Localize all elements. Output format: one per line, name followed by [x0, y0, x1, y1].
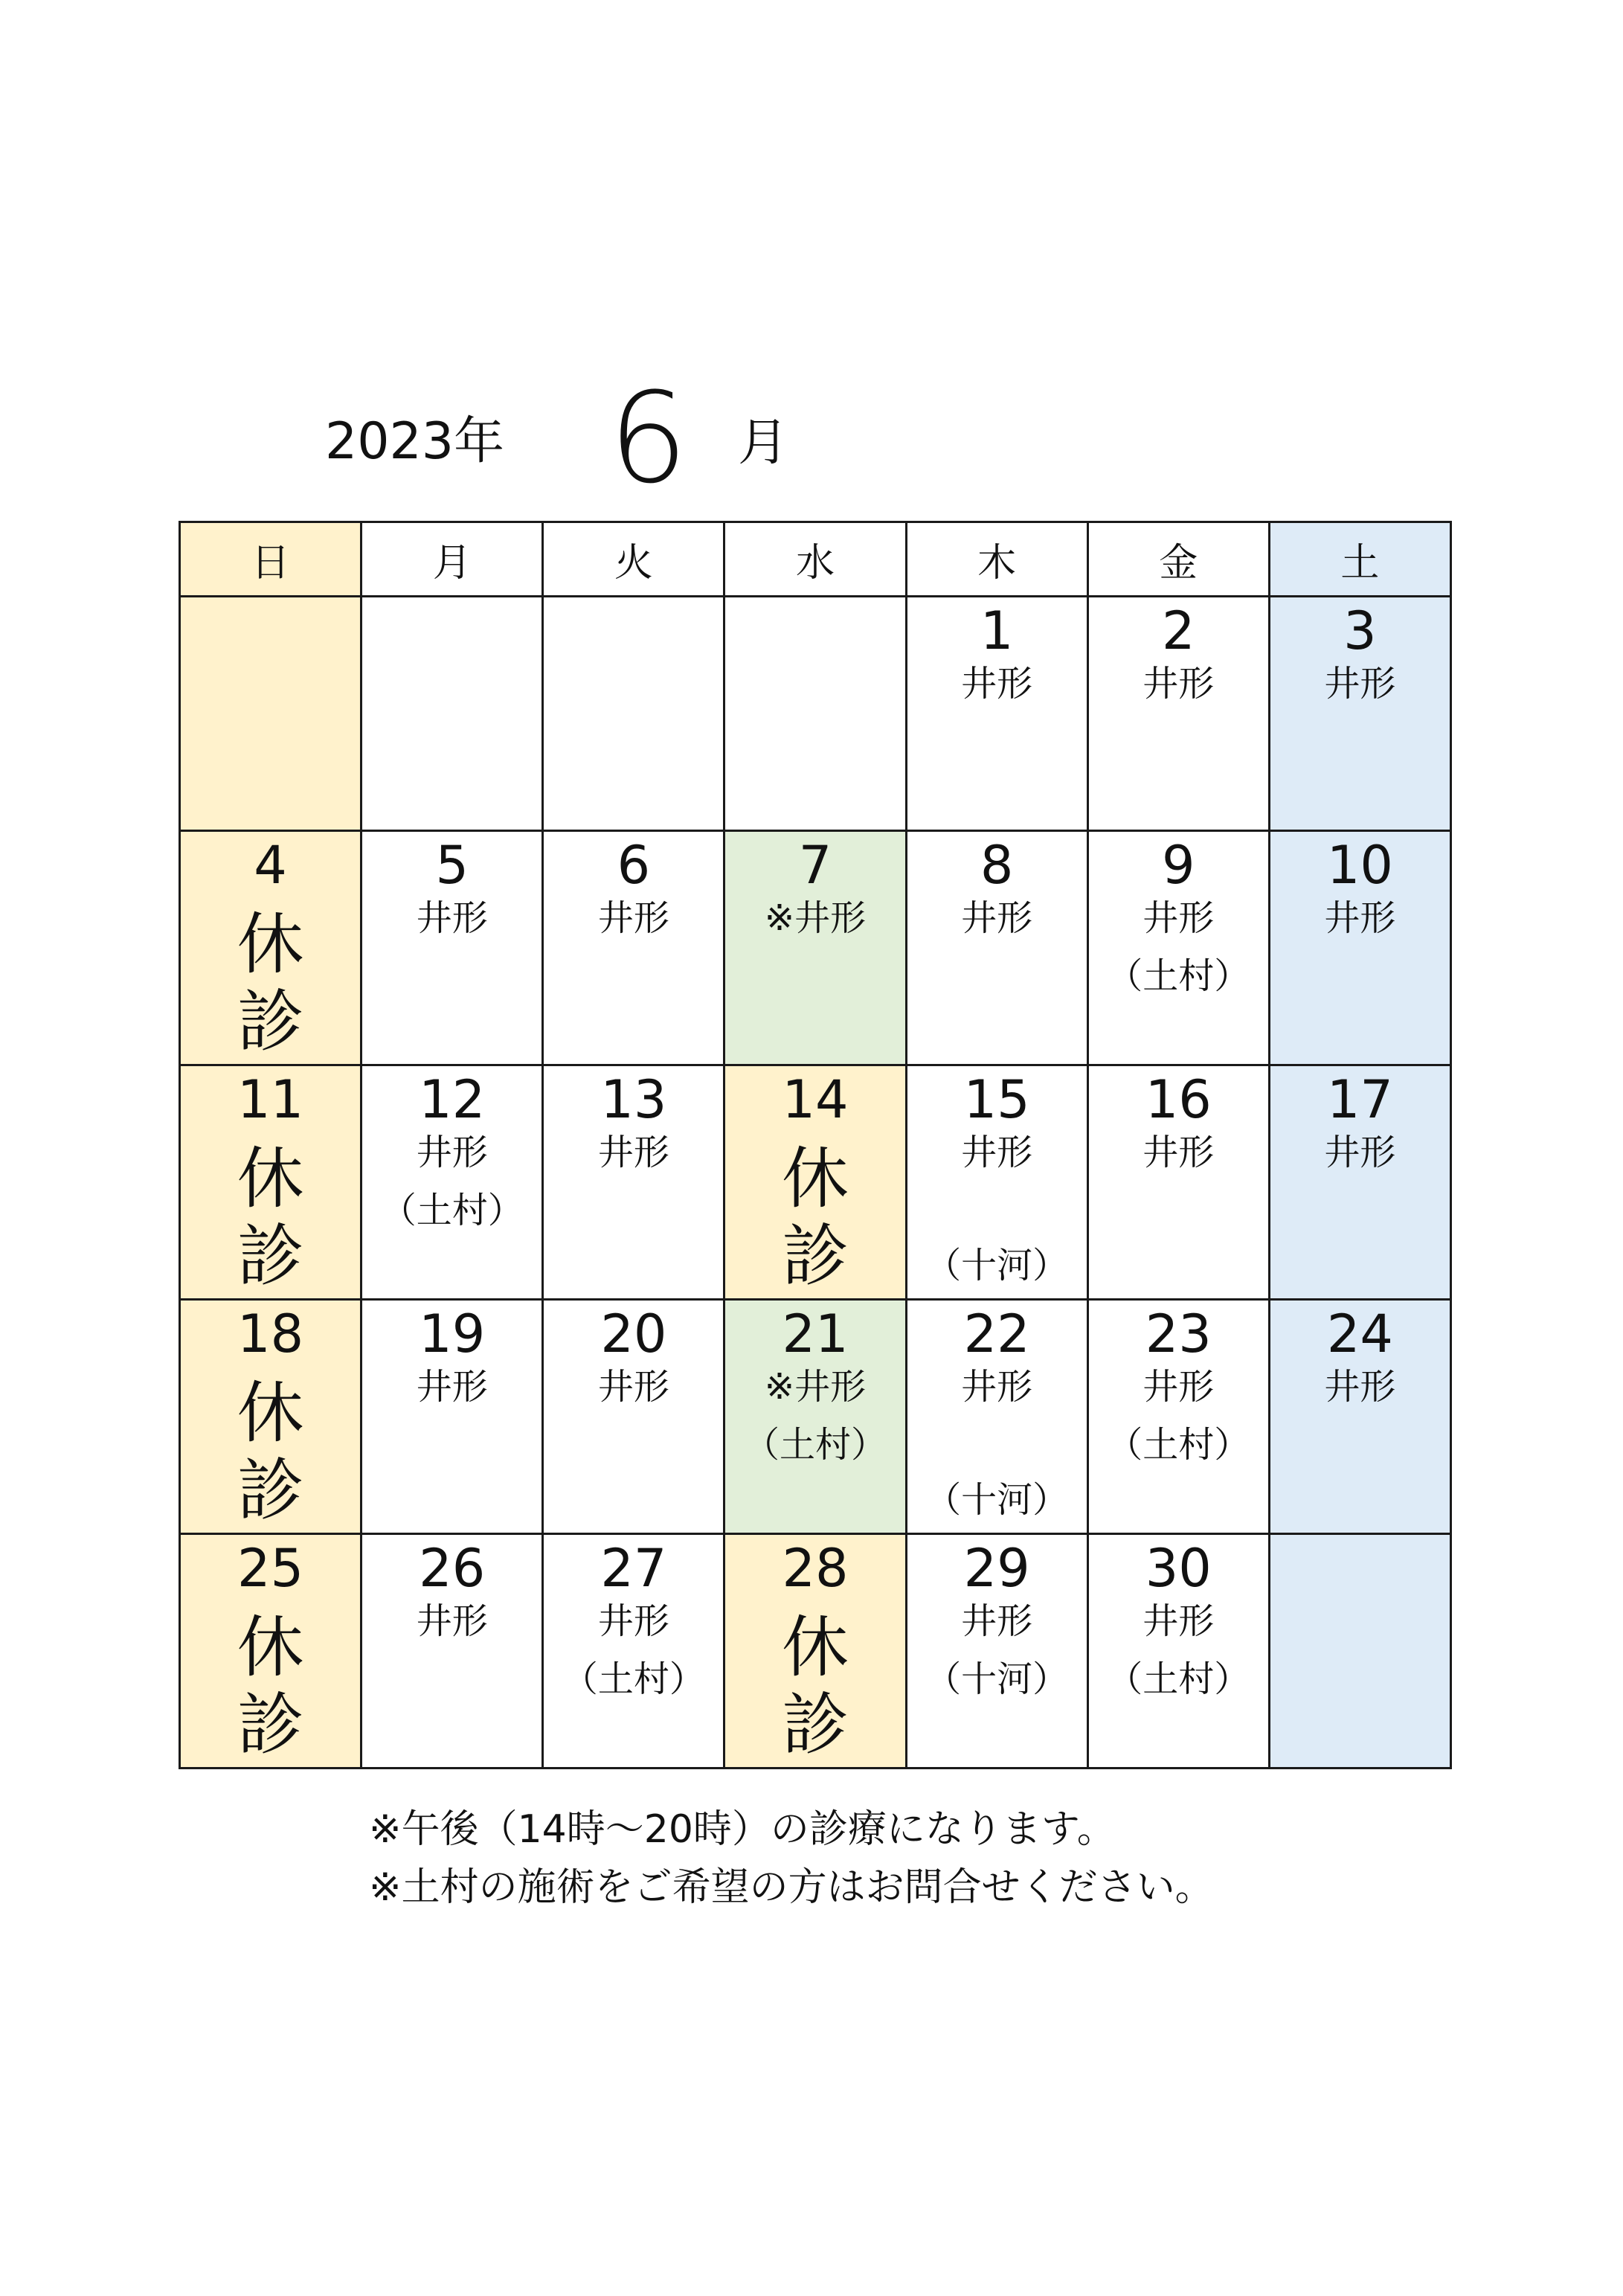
day-cell-23: [1089, 1301, 1270, 1535]
date-number: 24: [1326, 1303, 1393, 1365]
closed-label: [181, 906, 360, 1061]
doctor-label: 井形: [597, 897, 669, 939]
day-cell-7: [725, 832, 907, 1066]
date-number: 7: [798, 835, 832, 896]
day-cell-13: [544, 1066, 725, 1301]
day-cell-6: [544, 832, 725, 1066]
doctor-label: 井形: [597, 1366, 669, 1408]
date-number: 28: [782, 1538, 849, 1599]
closed-char-1: 休: [237, 905, 304, 984]
closed-label: [181, 1609, 360, 1764]
doctor-label: 井形: [961, 897, 1033, 939]
day-cell-15: [907, 1066, 1089, 1301]
date-number: 23: [1145, 1303, 1212, 1365]
date-number: 20: [600, 1303, 667, 1365]
sub-doctor-label: （土村）: [743, 1424, 887, 1466]
day-cell-3: [1270, 597, 1452, 832]
sub-doctor-label: （土村）: [562, 1658, 705, 1700]
day-cell-22: [907, 1301, 1089, 1535]
day-cell-30: [1089, 1535, 1270, 1769]
sub-doctor-label: （十河）: [925, 1658, 1069, 1700]
date-number: 1: [980, 600, 1014, 661]
sub-doctor-label: （土村）: [380, 1190, 524, 1231]
day-cell-12: [362, 1066, 544, 1301]
sub-doctor-label: （土村）: [1107, 1658, 1250, 1700]
day-cell-24: [1270, 1301, 1452, 1535]
weekday-monday: 月: [362, 523, 544, 597]
date-number: 29: [963, 1538, 1030, 1599]
closed-label: [725, 1141, 904, 1295]
day-cell-10: [1270, 832, 1452, 1066]
calendar-grid: [179, 521, 1452, 1769]
day-cell-17: [1270, 1066, 1452, 1301]
footnotes: [369, 1800, 1214, 1917]
weekday-wednesday: 水: [725, 523, 907, 597]
weekday-thursday: 木: [907, 523, 1089, 597]
closed-char-1: 休: [781, 1140, 849, 1218]
date-number: 13: [600, 1069, 667, 1130]
doctor-label: 井形: [597, 1132, 669, 1173]
doctor-label: 井形: [961, 1600, 1033, 1642]
date-number: 19: [419, 1303, 486, 1365]
closed-label: [725, 1609, 904, 1764]
doctor-label: 井形: [416, 1366, 488, 1408]
doctor-label: 井形: [1324, 1366, 1396, 1408]
day-cell-21: [725, 1301, 907, 1535]
closed-char-2: 診: [237, 1686, 304, 1764]
sub-doctor-label: （十河）: [925, 1245, 1069, 1286]
sub-doctor-label: （土村）: [1107, 955, 1250, 997]
doctor-label: 井形: [1142, 663, 1215, 705]
doctor-label: 井形: [1142, 1366, 1215, 1408]
day-cell-29: [907, 1535, 1089, 1769]
day-cell-25: [181, 1535, 362, 1769]
day-cell-1: [907, 597, 1089, 832]
sub-doctor-label: （土村）: [1107, 1424, 1250, 1466]
doctor-label: 井形: [1142, 1132, 1215, 1173]
day-cell-14: [725, 1066, 907, 1301]
date-number: 12: [419, 1069, 486, 1130]
calendar-header: [0, 0, 1623, 521]
footnote-afternoon: ※午後（14時～20時）の診療になります。: [369, 1807, 1116, 1852]
date-number: 22: [963, 1303, 1030, 1365]
day-cell-empty: [181, 597, 362, 832]
date-number: 2: [1162, 600, 1195, 661]
doctor-label: 井形: [961, 663, 1033, 705]
date-number: 30: [1145, 1538, 1212, 1599]
date-number: 16: [1145, 1069, 1212, 1130]
date-number: 4: [254, 835, 287, 896]
weekday-saturday: 土: [1270, 523, 1452, 597]
day-cell-16: [1089, 1066, 1270, 1301]
date-number: 5: [435, 835, 469, 896]
doctor-label: 井形: [1142, 1600, 1215, 1642]
date-number: 25: [237, 1538, 304, 1599]
doctor-label: 井形: [416, 1132, 488, 1173]
day-cell-28: [725, 1535, 907, 1769]
doctor-label: 井形: [1324, 897, 1396, 939]
day-cell-5: [362, 832, 544, 1066]
year-label: 2023年: [325, 412, 505, 471]
date-number: 21: [782, 1303, 849, 1365]
doctor-label: 井形: [416, 897, 488, 939]
closed-char-1: 休: [237, 1140, 304, 1218]
day-cell-empty: [1270, 1535, 1452, 1769]
day-cell-empty: [362, 597, 544, 832]
date-number: 8: [980, 835, 1014, 896]
date-number: 27: [600, 1538, 667, 1599]
closed-char-1: 休: [781, 1609, 849, 1687]
doctor-label: 井形: [416, 1600, 488, 1642]
closed-char-1: 休: [237, 1609, 304, 1687]
weekday-sunday: 日: [181, 523, 362, 597]
day-cell-8: [907, 832, 1089, 1066]
closed-char-1: 休: [237, 1374, 304, 1452]
closed-char-2: 診: [781, 1686, 849, 1764]
closed-char-2: 診: [237, 1452, 304, 1530]
footnote-inquiry: ※土村の施術をご希望の方はお問合せください。: [369, 1865, 1214, 1910]
day-cell-18: [181, 1301, 362, 1535]
doctor-label: 井形: [961, 1366, 1033, 1408]
closed-char-2: 診: [781, 1217, 849, 1295]
date-number: 9: [1162, 835, 1195, 896]
day-cell-20: [544, 1301, 725, 1535]
date-number: 14: [782, 1069, 849, 1130]
day-cell-empty: [544, 597, 725, 832]
weekday-friday: 金: [1089, 523, 1270, 597]
date-number: 15: [963, 1069, 1030, 1130]
doctor-label: 井形: [1324, 1132, 1396, 1173]
closed-char-2: 診: [237, 983, 304, 1061]
day-cell-4: [181, 832, 362, 1066]
doctor-label: 井形: [597, 1600, 669, 1642]
doctor-label: 井形: [961, 1132, 1033, 1173]
date-number: 17: [1326, 1069, 1393, 1130]
doctor-label: ※井形: [764, 1366, 867, 1408]
day-cell-9: [1089, 832, 1270, 1066]
day-cell-empty: [725, 597, 907, 832]
date-number: 10: [1326, 835, 1393, 896]
day-cell-26: [362, 1535, 544, 1769]
weekday-tuesday: 火: [544, 523, 725, 597]
day-cell-27: [544, 1535, 725, 1769]
month-label: 月: [738, 414, 789, 472]
date-number: 26: [419, 1538, 486, 1599]
doctor-label: ※井形: [764, 897, 867, 939]
closed-label: [181, 1375, 360, 1530]
date-number: 6: [617, 835, 651, 896]
sub-doctor-label: （十河）: [925, 1479, 1069, 1521]
day-cell-11: [181, 1066, 362, 1301]
doctor-label: 井形: [1142, 897, 1215, 939]
date-number: 3: [1343, 600, 1377, 661]
month-number: 6: [608, 365, 688, 511]
date-number: 18: [237, 1303, 304, 1365]
doctor-label: 井形: [1324, 663, 1396, 705]
day-cell-19: [362, 1301, 544, 1535]
date-number: 11: [237, 1069, 304, 1130]
closed-char-2: 診: [237, 1217, 304, 1295]
day-cell-2: [1089, 597, 1270, 832]
closed-label: [181, 1141, 360, 1295]
